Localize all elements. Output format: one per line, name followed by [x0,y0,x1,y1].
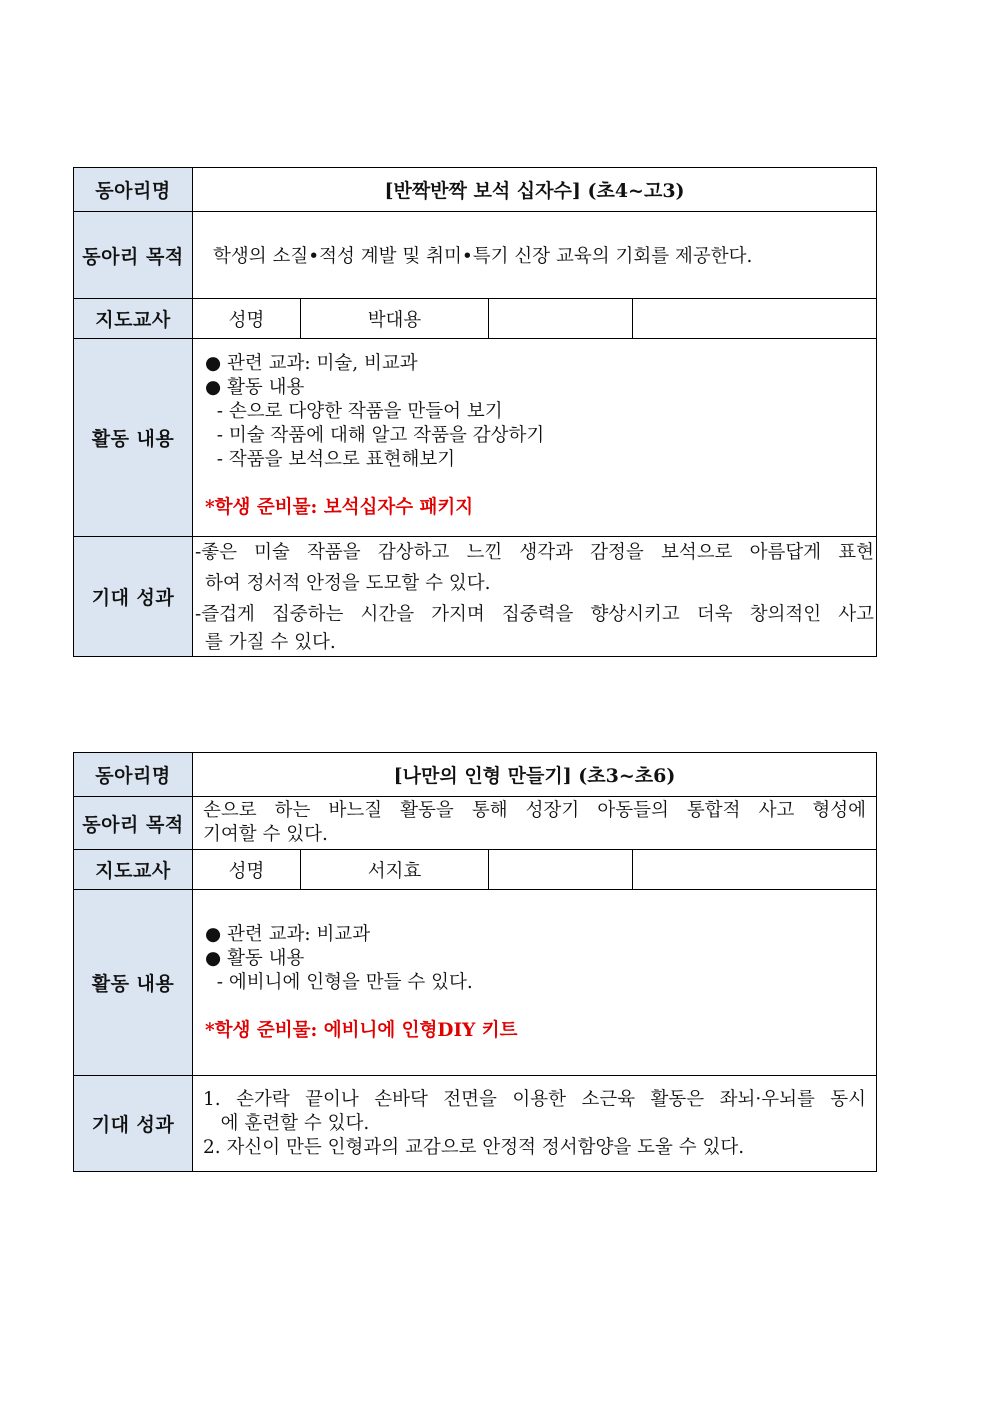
outcome-line: 를 가질 수 있다. [205,632,336,653]
outcome-line: 2. 자신이 만든 인형과의 교감으로 안정적 정서함양을 도울 수 있다. [203,1136,745,1158]
outcome-label: 기대 성과 [74,1076,193,1172]
activity-line: - 에비니에 인형을 만들 수 있다. [205,971,473,993]
outcome-content [193,1076,877,1172]
activity-line: ● 활동 내용 [205,947,305,969]
club-name-label: 동아리명 [74,168,193,212]
activity-content [193,339,877,537]
empty-cell [489,850,633,890]
activity-line: ● 활동 내용 [205,377,305,398]
empty-cell [489,299,633,339]
empty-cell [633,299,877,339]
club-purpose [193,212,877,299]
empty-cell [633,850,877,890]
activity-content [193,890,877,1076]
club-purpose-line: 기여할 수 있다. [203,824,328,845]
outcome-content [193,537,877,657]
club-purpose-label: 동아리 목적 [74,212,193,299]
activity-line: - 손으로 다양한 작품을 만들어 보기 [205,401,503,422]
outcome-line: -즐겁게 집중하는 시간을 가지며 집중력을 향상시키고 더욱 창의적인 사고 [195,604,874,625]
club-purpose [193,797,877,850]
outcome-line: 에 훈련할 수 있다. [203,1112,370,1134]
club-purpose-line: 손으로 하는 바느질 활동을 통해 성장기 아동들의 통합적 사고 형성에 [203,800,867,821]
teacher-name-label: 성명 [193,850,301,890]
activity-line: - 미술 작품에 대해 알고 작품을 감상하기 [205,425,545,446]
materials-note: *학생 준비물: 보석십자수 패키지 [205,497,474,518]
club-name: [나만의 인형 만들기] (초3~초6) [193,753,877,797]
club-name: [반짝반짝 보석 십자수] (초4~고3) [193,168,877,212]
outcome-label: 기대 성과 [74,537,193,657]
club-table-2 [73,752,877,1172]
club-name-label: 동아리명 [74,753,193,797]
teacher-name: 서지효 [301,850,489,890]
activity-line: - 작품을 보석으로 표현해보기 [205,449,456,470]
club-table-1 [73,167,877,657]
teacher-label: 지도교사 [74,299,193,339]
club-purpose-label: 동아리 목적 [74,797,193,850]
activity-label: 활동 내용 [74,890,193,1076]
club-purpose-text: 학생의 소질•적성 계발 및 취미•특기 신장 교육의 기회를 제공한다. [213,246,753,267]
outcome-line: 1. 손가락 끝이나 손바닥 전면을 이용한 소근육 활동은 좌뇌·우뇌를 동시 [203,1088,867,1110]
activity-line: ● 관련 교과: 비교과 [205,923,371,945]
outcome-line: 하여 정서적 안정을 도모할 수 있다. [205,573,491,594]
teacher-name: 박대용 [301,299,489,339]
teacher-name-label: 성명 [193,299,301,339]
activity-line: ● 관련 교과: 미술, 비교과 [205,353,418,374]
materials-note: *학생 준비물: 에비니에 인형DIY 키트 [205,1019,518,1041]
activity-label: 활동 내용 [74,339,193,537]
teacher-label: 지도교사 [74,850,193,890]
outcome-line: -좋은 미술 작품을 감상하고 느낀 생각과 감정을 보석으로 아름답게 표현 [195,542,874,563]
